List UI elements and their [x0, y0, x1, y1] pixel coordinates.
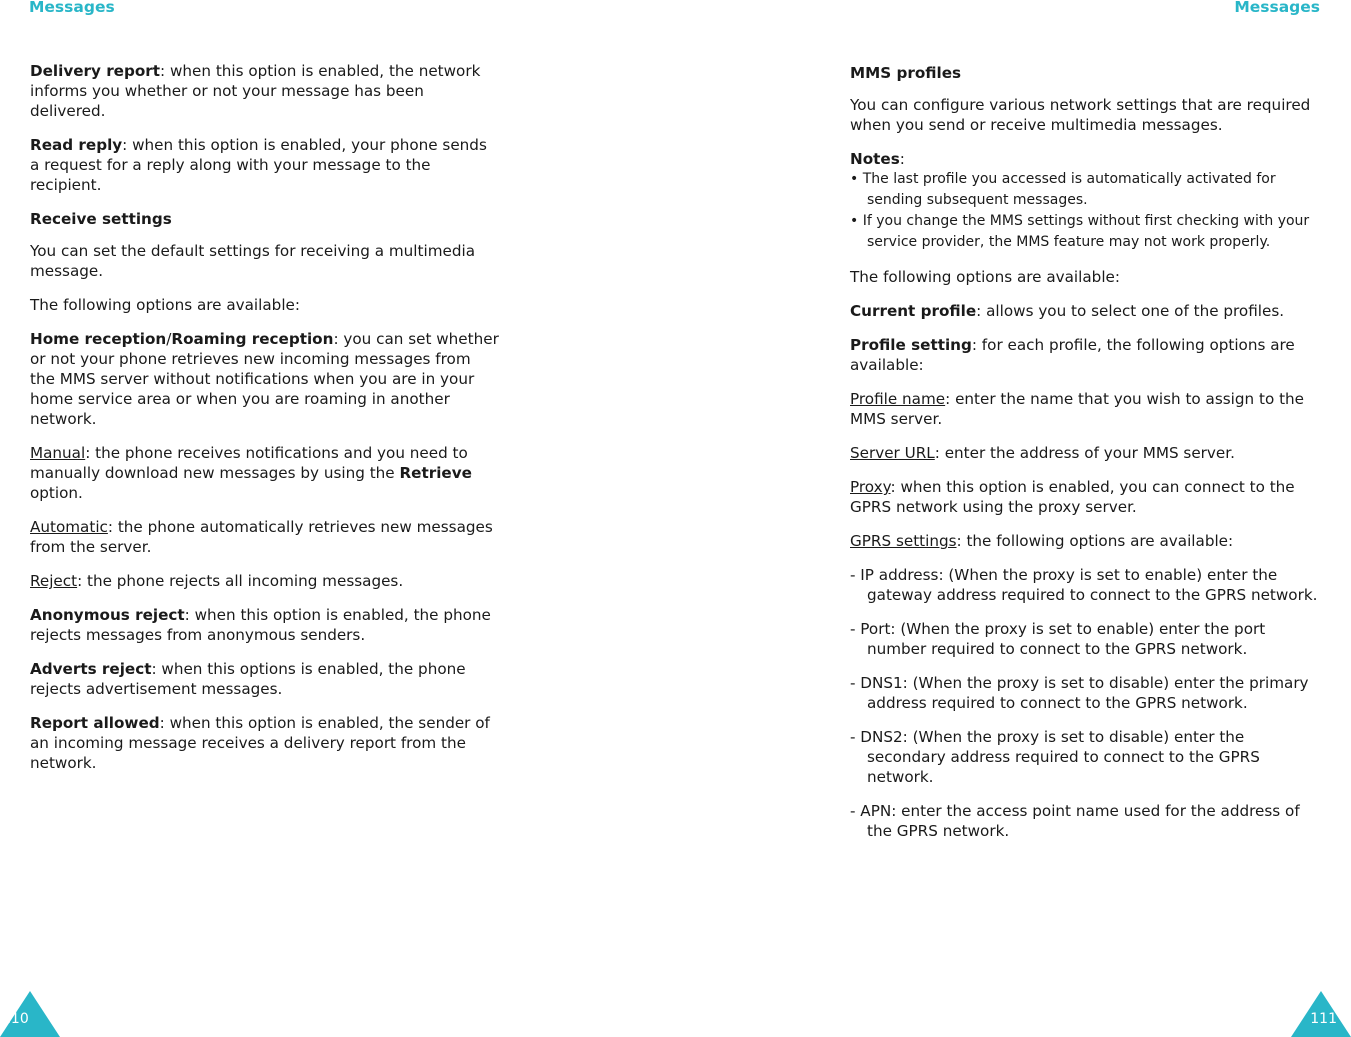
note-item: • The last profile you accessed is automatically activated for sending subsequent messages. [850, 171, 1276, 208]
report-allowed-paragraph: Report allowed: when this option is enabled, the sender of an incoming message receives a delivery report from the network. [30, 714, 490, 772]
delivery-report-paragraph: Delivery report: when this option is enabled, the network informs you whether or not your message has been delivered. [30, 62, 481, 120]
receive-settings-heading: Receive settings [30, 210, 172, 228]
notes-label: Notes [850, 150, 900, 168]
reject-paragraph: Reject: the phone rejects all incoming messages. [30, 572, 404, 590]
page-header-right: Messages [1234, 0, 1320, 16]
profile-name-paragraph: Profile name: enter the name that you wish to assign to the MMS server. [850, 390, 1304, 428]
automatic-paragraph: Automatic: the phone automatically retrieves new messages from the server. [30, 518, 493, 556]
page-number-left: 110 [0, 991, 60, 1037]
gprs-item-dns2: - DNS2: (When the proxy is set to disable) enter the secondary address required to connect to the GPRS network. [850, 728, 1260, 786]
options-available-left: The following options are available: [30, 296, 301, 314]
receive-settings-intro: You can set the default settings for receiving a multimedia message. [30, 242, 475, 280]
home-reception-paragraph: Home reception/Roaming reception: you can set whether or not your phone retrieves new incoming messages from the MMS server without notifications when you are in your home service area or when you are roaming in another network. [30, 330, 499, 428]
adverts-reject-paragraph: Adverts reject: when this options is enabled, the phone rejects advertisement messages. [30, 660, 466, 698]
gprs-item-apn: - APN: enter the access point name used for the address of the GPRS network. [850, 802, 1300, 840]
page-number-right: 111 [1291, 991, 1351, 1037]
notes-block: Notes: • The last profile you accessed is automatically activated for sending subsequent messages. • If you change the MMS settings without first checking with your service provider, the MMS feature may not work properly. [850, 149, 1325, 253]
left-page [0, 0, 675, 1037]
server-url-paragraph: Server URL: enter the address of your MMS server. [850, 444, 1235, 462]
right-column [850, 61, 1325, 855]
options-available-right: The following options are available: [850, 268, 1121, 286]
gprs-item-dns1: - DNS1: (When the proxy is set to disable) enter the primary address required to connect to the GPRS network. [850, 674, 1309, 712]
note-item: • If you change the MMS settings without first checking with your service provider, the MMS feature may not work properly. [850, 213, 1310, 250]
mms-profiles-intro: You can configure various network settings that are required when you send or receive multimedia messages. [850, 96, 1311, 134]
gprs-item-ip-address: - IP address: (When the proxy is set to enable) enter the gateway address required to connect to the GPRS network. [850, 566, 1318, 604]
proxy-paragraph: Proxy: when this option is enabled, you can connect to the GPRS network using the proxy server. [850, 478, 1295, 516]
gprs-item-port: - Port: (When the proxy is set to enable) enter the port number required to connect to the GPRS network. [850, 620, 1266, 658]
manual-paragraph: Manual: the phone receives notifications and you need to manually download new messages by using the Retrieve option. [30, 444, 472, 502]
current-profile-paragraph: Current profile: allows you to select one of the profiles. [850, 302, 1285, 320]
left-column [30, 61, 500, 787]
right-page [676, 0, 1351, 1037]
read-reply-paragraph: Read reply: when this option is enabled, your phone sends a request for a reply along with your message to the recipient. [30, 136, 487, 194]
page-header-left: Messages [29, 0, 115, 16]
mms-profiles-heading: MMS profiles [850, 64, 962, 82]
anonymous-reject-paragraph: Anonymous reject: when this option is enabled, the phone rejects messages from anonymous senders. [30, 606, 491, 644]
gprs-settings-paragraph: GPRS settings: the following options are available: [850, 532, 1234, 550]
profile-setting-paragraph: Profile setting: for each profile, the following options are available: [850, 336, 1295, 374]
